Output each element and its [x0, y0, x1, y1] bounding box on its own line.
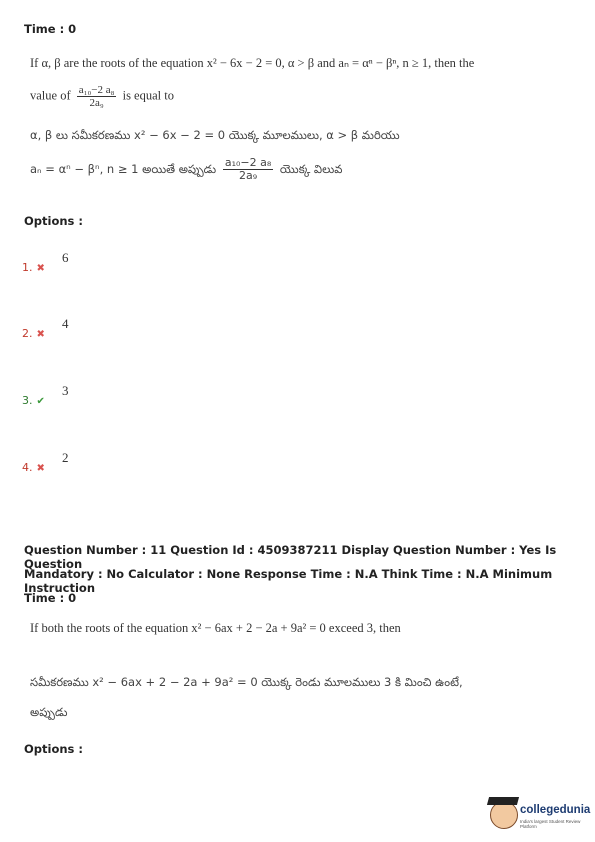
q10-telugu-line2-pre: aₙ = αⁿ − βⁿ, n ≥ 1 అయితే అప్పుడు — [30, 162, 217, 177]
option-number: 2. — [22, 327, 33, 340]
q10-options-label: Options : — [24, 214, 83, 228]
q10-value-of: value of — [30, 88, 71, 103]
option-4[interactable] — [22, 461, 45, 474]
option-number: 4. — [22, 461, 33, 474]
check-icon: ✔ — [36, 396, 45, 407]
q10-telugu-fraction — [223, 157, 273, 182]
logo-name: collegedunia — [520, 804, 591, 816]
q11-time: Time : 0 — [24, 591, 77, 605]
q11-telugu-line1: సమీకరణము x² − 6ax + 2 − 2a + 9a² = 0 యొక్క రెండు మూలములు 3 కి మించి ఉంటే, — [30, 675, 463, 689]
q11-english-line: If both the roots of the equation x² − 6ax + 2 − 2a + 9a² = 0 exceed 3, then — [30, 621, 401, 635]
q10-english-line2 — [30, 84, 174, 109]
logo-tagline: India's largest Student Review Platform — [520, 819, 581, 829]
q10-time: Time : 0 — [24, 22, 77, 36]
q10-is-equal-to: is equal to — [122, 88, 174, 103]
fraction-numerator: a₁₀−2 a₈ — [224, 156, 272, 169]
graduation-cap-icon — [487, 797, 519, 805]
option-number: 3. — [22, 394, 33, 407]
option-2[interactable] — [22, 327, 45, 340]
cross-icon: ✖ — [36, 263, 45, 274]
collegedunia-logo — [490, 797, 591, 833]
q10-english-line1: If α, β are the roots of the equation x² − 6x − 2 = 0, α > β and aₙ = αⁿ − βⁿ, n ≥ 1, then the — [30, 56, 475, 70]
fraction-denominator: 2a₉ — [238, 169, 258, 183]
option-3-value: 3 — [62, 383, 69, 398]
cross-icon: ✖ — [36, 329, 45, 340]
option-2-value: 4 — [62, 316, 69, 331]
option-1-value: 6 — [62, 250, 69, 265]
q11-telugu-line2: అప్పుడు — [30, 705, 68, 719]
q10-telugu-line2 — [30, 157, 342, 182]
option-4-value: 2 — [62, 450, 69, 465]
q11-meta-line1: Question Number : 11 Question Id : 4509387211 Display Question Number : Yes Is Question — [24, 543, 557, 571]
option-1[interactable] — [22, 261, 45, 274]
mascot-icon — [490, 801, 518, 829]
option-number: 1. — [22, 261, 33, 274]
fraction-denominator: 2a₉ — [89, 97, 104, 110]
q11-options-label: Options : — [24, 742, 83, 756]
q10-fraction — [77, 84, 117, 109]
q11-meta-line2: Mandatory : No Calculator : None Response Time : N.A Think Time : N.A Minimum Instruction — [24, 567, 553, 595]
option-3[interactable] — [22, 394, 45, 407]
fraction-numerator: a₁₀−2 a₈ — [78, 84, 115, 96]
cross-icon: ✖ — [36, 463, 45, 474]
q10-telugu-line1: α, β లు సమీకరణము x² − 6x − 2 = 0 యొక్క మూలములు, α > β మరియు — [30, 128, 400, 142]
q10-telugu-line2-post: యొక్క విలువ — [279, 162, 343, 177]
